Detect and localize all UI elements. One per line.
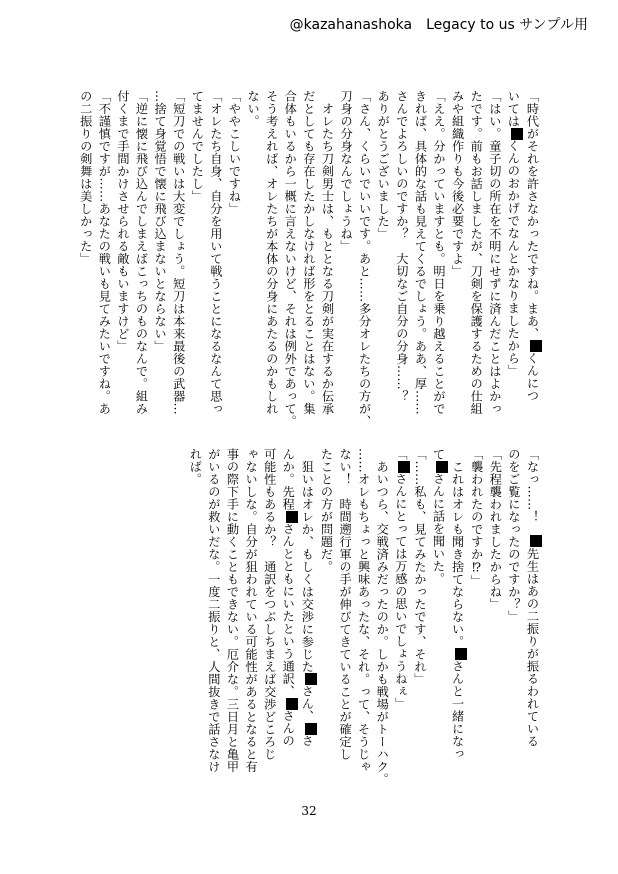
text-line	[467, 90, 486, 415]
text-line	[485, 90, 504, 415]
redaction-mark	[286, 698, 298, 710]
text-line	[169, 90, 188, 415]
text-segment: 「さん、くらいでいいです。あと……多分オレたちの方が、	[357, 90, 372, 428]
page-number: 32	[301, 804, 317, 818]
text-segment: きれば、具体的な話も見えてくるでしょう。ああ、厚……	[413, 90, 428, 415]
text-segment: さんにとっては万感の思いでしょうねぇ」	[393, 472, 408, 710]
text-line	[260, 448, 279, 768]
text-segment: 可能性もあるか？ 通訳をつぶしちまえば交渉どころじ	[262, 448, 277, 761]
text-line	[391, 448, 410, 768]
redaction-mark	[436, 461, 448, 473]
text-line	[318, 90, 337, 415]
text-segment: 「なっ……！	[525, 448, 540, 536]
text-segment: たです。前もお話しましたが、刀剣を保護するための仕組	[469, 90, 484, 415]
text-line	[76, 90, 95, 410]
text-segment: ……オレもちょっと興味あったな、それ。って、そうじゃ	[356, 448, 371, 773]
text-segment: ない！ 時間遡行軍の手が伸びてきていることが確定し	[338, 448, 353, 761]
text-line	[242, 448, 261, 773]
text-segment: れば。	[188, 448, 203, 486]
text-segment: てませんでしたし」	[190, 90, 205, 203]
text-line	[206, 90, 225, 415]
text-line	[504, 448, 523, 768]
text-segment: 「ええ。分かっていますとも。明日を乗り越えることがで	[432, 90, 447, 415]
text-line	[448, 448, 467, 768]
text-segment: 事の際下手に動くこともできない。厄介な。三日月と亀甲	[225, 448, 240, 773]
text-line	[317, 448, 336, 768]
text-line	[354, 448, 373, 773]
page-header: @kazahanashoka Legacy to us サンプル用	[289, 17, 588, 33]
redaction-mark	[305, 723, 317, 735]
text-line	[335, 448, 354, 768]
redaction-mark	[455, 648, 467, 660]
text-line	[448, 90, 467, 410]
text-line	[188, 90, 207, 410]
text-segment: 「不謹慎ですが……あなたの戦いも見てみたいですね。あ	[97, 90, 112, 415]
text-segment: がいるのが救いだな。一度二振りと、人間抜きで話さなけ	[206, 448, 221, 773]
text-line	[281, 90, 300, 428]
text-segment: あいつら、交戦済みだったのか。しかも戦場がトーハク。	[375, 448, 390, 786]
redaction-mark	[286, 511, 298, 523]
text-line	[132, 90, 151, 415]
text-segment: そう考えれば、オレたちが本体の分身にあたるのかもしれ	[264, 90, 279, 415]
text-segment: さんでよろしいのですか？ 大切なご自分の分身……？	[394, 90, 409, 403]
text-line	[113, 90, 132, 410]
text-line	[151, 90, 170, 410]
redaction-mark	[305, 673, 317, 685]
text-line	[410, 448, 429, 768]
text-segment: 「短刀での戦いは大変でしょう。短刀は本来最後の武器…	[171, 90, 186, 415]
text-line	[504, 90, 523, 410]
redaction-mark	[530, 535, 542, 547]
text-segment: …捨て身覚悟で懐に飛び込まないとならない」	[153, 90, 168, 353]
text-line	[336, 90, 355, 410]
text-segment: これはオレも聞き捨てならない。	[450, 448, 465, 648]
bottom-text-column	[162, 448, 542, 786]
text-line	[374, 90, 393, 410]
text-segment: ない。	[246, 90, 261, 128]
text-segment: さんとともにいたという通訳、	[281, 522, 296, 698]
text-segment: のをご覧になったのですか？」	[506, 448, 521, 623]
text-segment: 付くまで手間かけさせられる敵もいますけど」	[115, 90, 130, 353]
text-line	[262, 90, 281, 415]
text-segment: 「先程襲われましたからね」	[488, 448, 503, 611]
redaction-mark	[511, 128, 523, 140]
text-segment: みや組織作りも今後必要ですよ」	[450, 90, 465, 278]
text-line	[298, 448, 317, 768]
top-text-column	[78, 90, 542, 428]
text-segment: オレたち刀剣男士は、もととなる刀剣が実在するか伝承	[320, 90, 335, 415]
text-segment: 「……私も、見てみたかったです、それ」	[412, 448, 427, 686]
text-segment: 先生はあの二振りが振るわれている	[525, 547, 540, 748]
text-line	[373, 448, 392, 786]
text-segment: くんのおかげでなんとかなりましたから」	[506, 139, 521, 377]
text-line	[244, 90, 263, 410]
text-segment: だとしても存在したかしなければ形をとることはない。集	[301, 90, 316, 415]
text-segment: 合体もいるから一概に言えないけど、それは例外であって。	[283, 90, 298, 428]
text-segment: の二振りの剣舞は美しかった」	[78, 90, 93, 265]
text-segment: んか。先程	[281, 448, 296, 511]
text-segment: 「オレたち自身、自分を用いて戦うことになるなんて思っ	[208, 90, 223, 415]
text-line	[279, 448, 298, 768]
text-line	[523, 90, 542, 410]
text-line	[223, 448, 242, 773]
text-segment: さんの	[281, 709, 296, 747]
text-segment: さん、	[300, 685, 315, 723]
text-segment: て	[431, 448, 446, 461]
text-segment: たことの方が問題だ。	[319, 448, 334, 573]
text-segment: ゃないしな。自分が狙われている可能性があるとなると有	[244, 448, 259, 773]
text-segment: 「襲われたのですか⁉」	[469, 448, 484, 588]
text-segment: 「逆に懐に飛び込んでしまえばこっちのものなんで。組み	[134, 90, 149, 415]
text-line	[392, 90, 411, 410]
text-segment: 「はい。童子切の所在を不明にせずに済んだことはよかっ	[487, 90, 502, 415]
text-segment: ありがとうございました」	[376, 90, 391, 240]
text-segment: くんにつ	[525, 352, 540, 402]
redaction-mark	[530, 340, 542, 352]
text-segment: 「時代がそれを許さなかったですね。まあ、	[525, 90, 540, 340]
text-line	[467, 448, 486, 768]
text-segment: さ	[300, 734, 315, 747]
text-line	[429, 90, 448, 415]
text-line	[225, 90, 244, 410]
text-line	[299, 90, 318, 415]
text-line	[411, 90, 430, 415]
text-segment: 「	[393, 448, 408, 461]
text-line	[186, 448, 205, 768]
text-segment: さんに話を聞いた。	[431, 472, 446, 585]
text-line	[204, 448, 223, 773]
text-line	[355, 90, 374, 428]
text-line	[486, 448, 505, 768]
text-segment: いては	[506, 90, 521, 128]
text-line	[95, 90, 114, 415]
text-segment: 狙いはオレか、もしくは交渉に参じた	[300, 448, 315, 673]
text-line	[429, 448, 448, 768]
text-line	[523, 448, 542, 768]
redaction-mark	[398, 461, 410, 473]
text-segment: さんと一緒になっ	[450, 660, 465, 760]
text-segment: 「ややこしいですね」	[227, 90, 242, 215]
text-segment: 刀身の分身なんでしょうね」	[339, 90, 354, 253]
